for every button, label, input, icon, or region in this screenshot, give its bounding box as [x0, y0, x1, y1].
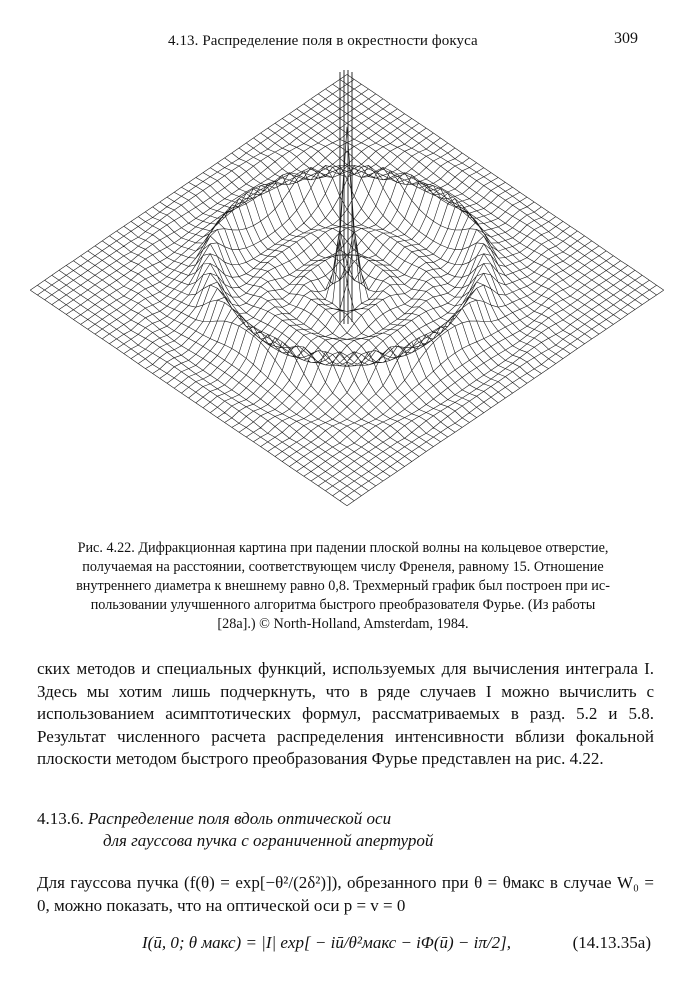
wireframe-mesh	[30, 70, 664, 506]
caption-line: получаемая на расстоянии, соответствующем числу Френеля, равному 15. Отношение	[82, 559, 604, 575]
body-paragraph: Для гауссова пучка (f(θ) = exp[−θ²/(2δ²)]), обрезанного при θ = θмакс в случае W₀ = 0, можно показать, что на оптической оси p = v = 0	[37, 873, 654, 915]
figure-caption	[38, 539, 648, 634]
body-paragraph: ских методов и специальных функций, используемых для вычисления интеграла I. Здесь мы хотим лишь подчеркнуть, что в ряде случаев I можно вычислить с использованием асимптотических формул, рассматриваемых в разд. 5.2 и 5.8. Результат численного расчета распределения интенсивности вблизи фокальной плоскости методом быстрого преобразования Фурье представлен на рис. 4.22.	[37, 659, 654, 769]
caption-line: Рис. 4.22. Дифракционная картина при падении плоской волны на кольцевое отверстие,	[77, 540, 609, 556]
section-title-continued: для гауссова пучка с ограниченной апертурой	[103, 831, 434, 850]
section-title: Распределение поля вдоль оптической оси	[88, 809, 392, 828]
mesh-lines	[30, 75, 664, 506]
equation: I(ū, 0; θ макс) = |I| exp[ − iū/θ²макс − iΦ(ū) − iπ/2],	[142, 933, 511, 952]
caption-line: внутреннего диаметра к внешнему равно 0,8. Трехмерный график был построен при ис-	[76, 578, 610, 594]
equation-number: (14.13.35a)	[572, 933, 651, 952]
caption-line: пользовании улучшенного алгоритма быстрого преобразователя Фурье. (Из работы	[90, 597, 596, 613]
page-number: 309	[614, 30, 638, 47]
section-heading	[37, 808, 433, 852]
section-number: 4.13.6.	[37, 809, 84, 828]
caption-line: [28a].) © North-Holland, Amsterdam, 1984.	[217, 616, 469, 632]
diffraction-surface-plot	[22, 62, 672, 532]
running-head: 4.13. Распределение поля в окрестности фокуса	[168, 33, 478, 49]
